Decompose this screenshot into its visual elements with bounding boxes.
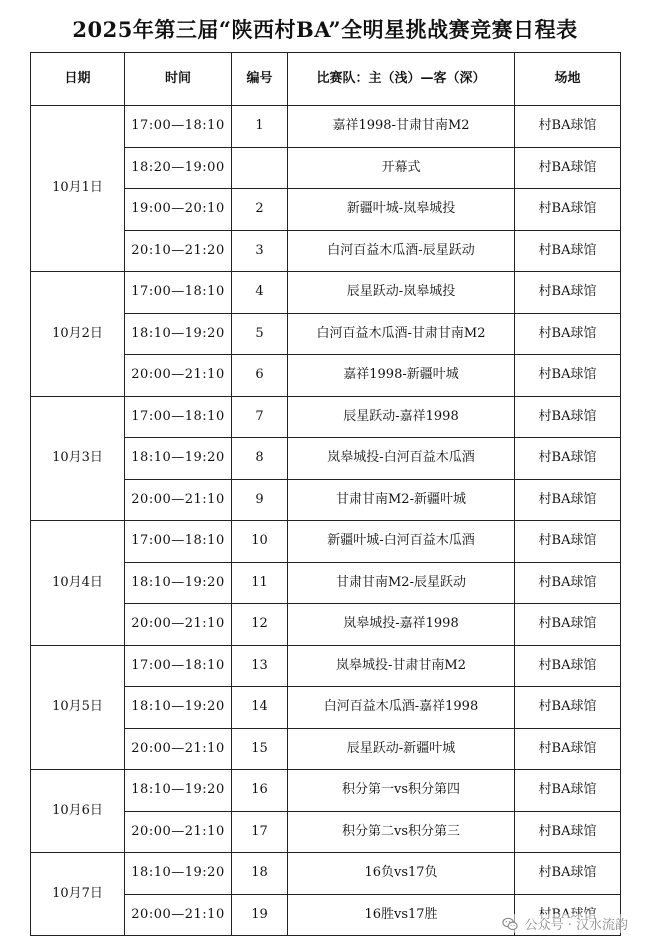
teams-cell: 嘉祥1998-新疆叶城 <box>288 355 515 397</box>
time-cell: 18:20—19:00 <box>125 147 232 189</box>
teams-cell: 白河百益木瓜酒-辰星跃动 <box>288 230 515 272</box>
number-cell: 16 <box>232 770 288 812</box>
number-cell: 18 <box>232 853 288 895</box>
date-cell: 10月7日 <box>31 853 125 936</box>
number-cell: 2 <box>232 189 288 231</box>
time-cell: 18:10—19:20 <box>125 313 232 355</box>
time-cell: 17:00—18:10 <box>125 106 232 148</box>
venue-cell: 村BA球馆 <box>515 396 621 438</box>
date-cell: 10月6日 <box>31 770 125 853</box>
teams-cell: 新疆叶城-岚皋城投 <box>288 189 515 231</box>
number-cell: 17 <box>232 811 288 853</box>
time-cell: 20:00—21:10 <box>125 355 232 397</box>
watermark <box>501 914 628 933</box>
teams-cell: 辰星跃动-嘉祥1998 <box>288 396 515 438</box>
teams-cell: 辰星跃动-岚皋城投 <box>288 272 515 314</box>
venue-cell: 村BA球馆 <box>515 189 621 231</box>
teams-cell: 辰星跃动-新疆叶城 <box>288 728 515 770</box>
time-cell: 18:10—19:20 <box>125 770 232 812</box>
teams-cell: 嘉祥1998-甘肃甘南M2 <box>288 106 515 148</box>
venue-cell: 村BA球馆 <box>515 106 621 148</box>
venue-cell: 村BA球馆 <box>515 728 621 770</box>
venue-cell: 村BA球馆 <box>515 230 621 272</box>
venue-cell: 村BA球馆 <box>515 355 621 397</box>
number-cell: 8 <box>232 438 288 480</box>
time-cell: 20:00—21:10 <box>125 894 232 936</box>
header-number: 编号 <box>232 53 288 106</box>
date-cell: 10月3日 <box>31 396 125 521</box>
time-cell: 18:10—19:20 <box>125 687 232 729</box>
time-cell: 20:00—21:10 <box>125 811 232 853</box>
table-row <box>31 770 621 812</box>
table-row <box>31 396 621 438</box>
time-cell: 17:00—18:10 <box>125 396 232 438</box>
venue-cell: 村BA球馆 <box>515 770 621 812</box>
venue-cell: 村BA球馆 <box>515 438 621 480</box>
header-teams: 比赛队：主（浅）—客（深） <box>288 53 515 106</box>
time-cell: 20:10—21:20 <box>125 230 232 272</box>
number-cell: 7 <box>232 396 288 438</box>
number-cell: 3 <box>232 230 288 272</box>
teams-cell: 岚皋城投-白河百益木瓜酒 <box>288 438 515 480</box>
venue-cell: 村BA球馆 <box>515 313 621 355</box>
venue-cell: 村BA球馆 <box>515 604 621 646</box>
teams-cell: 积分第二vs积分第三 <box>288 811 515 853</box>
teams-cell: 岚皋城投-嘉祥1998 <box>288 604 515 646</box>
number-cell: 9 <box>232 479 288 521</box>
table-row <box>31 645 621 687</box>
venue-cell: 村BA球馆 <box>515 272 621 314</box>
number-cell: 6 <box>232 355 288 397</box>
venue-cell: 村BA球馆 <box>515 147 621 189</box>
time-cell: 17:00—18:10 <box>125 521 232 563</box>
header-time: 时间 <box>125 53 232 106</box>
table-row <box>31 853 621 895</box>
number-cell: 15 <box>232 728 288 770</box>
number-cell: 12 <box>232 604 288 646</box>
date-cell: 10月5日 <box>31 645 125 770</box>
teams-cell: 16胜vs17胜 <box>288 894 515 936</box>
teams-cell: 新疆叶城-白河百益木瓜酒 <box>288 521 515 563</box>
header-venue: 场地 <box>515 53 621 106</box>
time-cell: 18:10—19:20 <box>125 438 232 480</box>
number-cell: 5 <box>232 313 288 355</box>
number-cell: 13 <box>232 645 288 687</box>
date-cell: 10月4日 <box>31 521 125 646</box>
venue-cell: 村BA球馆 <box>515 853 621 895</box>
teams-cell: 16负vs17负 <box>288 853 515 895</box>
header-row <box>31 53 621 106</box>
venue-cell: 村BA球馆 <box>515 687 621 729</box>
number-cell: 19 <box>232 894 288 936</box>
time-cell: 18:10—19:20 <box>125 562 232 604</box>
date-cell: 10月1日 <box>31 106 125 272</box>
teams-cell: 白河百益木瓜酒-嘉祥1998 <box>288 687 515 729</box>
time-cell: 17:00—18:10 <box>125 272 232 314</box>
teams-cell: 岚皋城投-甘肃甘南M2 <box>288 645 515 687</box>
time-cell: 19:00—20:10 <box>125 189 232 231</box>
number-cell: 14 <box>232 687 288 729</box>
teams-cell: 积分第一vs积分第四 <box>288 770 515 812</box>
time-cell: 17:00—18:10 <box>125 645 232 687</box>
teams-cell: 甘肃甘南M2-辰星跃动 <box>288 562 515 604</box>
number-cell: 11 <box>232 562 288 604</box>
teams-cell: 开幕式 <box>288 147 515 189</box>
header-date: 日期 <box>31 53 125 106</box>
table-row <box>31 521 621 563</box>
page-title: 2025年第三届“陕西村BA”全明星挑战赛竞赛日程表 <box>72 17 578 42</box>
venue-cell: 村BA球馆 <box>515 479 621 521</box>
schedule-table <box>30 52 621 936</box>
table-row <box>31 272 621 314</box>
time-cell: 20:00—21:10 <box>125 479 232 521</box>
venue-cell: 村BA球馆 <box>515 562 621 604</box>
teams-cell: 白河百益木瓜酒-甘肃甘南M2 <box>288 313 515 355</box>
number-cell: 10 <box>232 521 288 563</box>
venue-cell: 村BA球馆 <box>515 645 621 687</box>
table-row <box>31 106 621 148</box>
venue-cell: 村BA球馆 <box>515 521 621 563</box>
venue-cell: 村BA球馆 <box>515 811 621 853</box>
number-cell: 4 <box>232 272 288 314</box>
teams-cell: 甘肃甘南M2-新疆叶城 <box>288 479 515 521</box>
date-cell: 10月2日 <box>31 272 125 397</box>
time-cell: 20:00—21:10 <box>125 728 232 770</box>
number-cell: 1 <box>232 106 288 148</box>
time-cell: 20:00—21:10 <box>125 604 232 646</box>
wechat-icon <box>501 915 519 933</box>
time-cell: 18:10—19:20 <box>125 853 232 895</box>
watermark-text: 公众号 · 汉水流韵 <box>524 918 628 933</box>
number-cell <box>232 147 288 189</box>
schedule-body <box>31 106 621 936</box>
